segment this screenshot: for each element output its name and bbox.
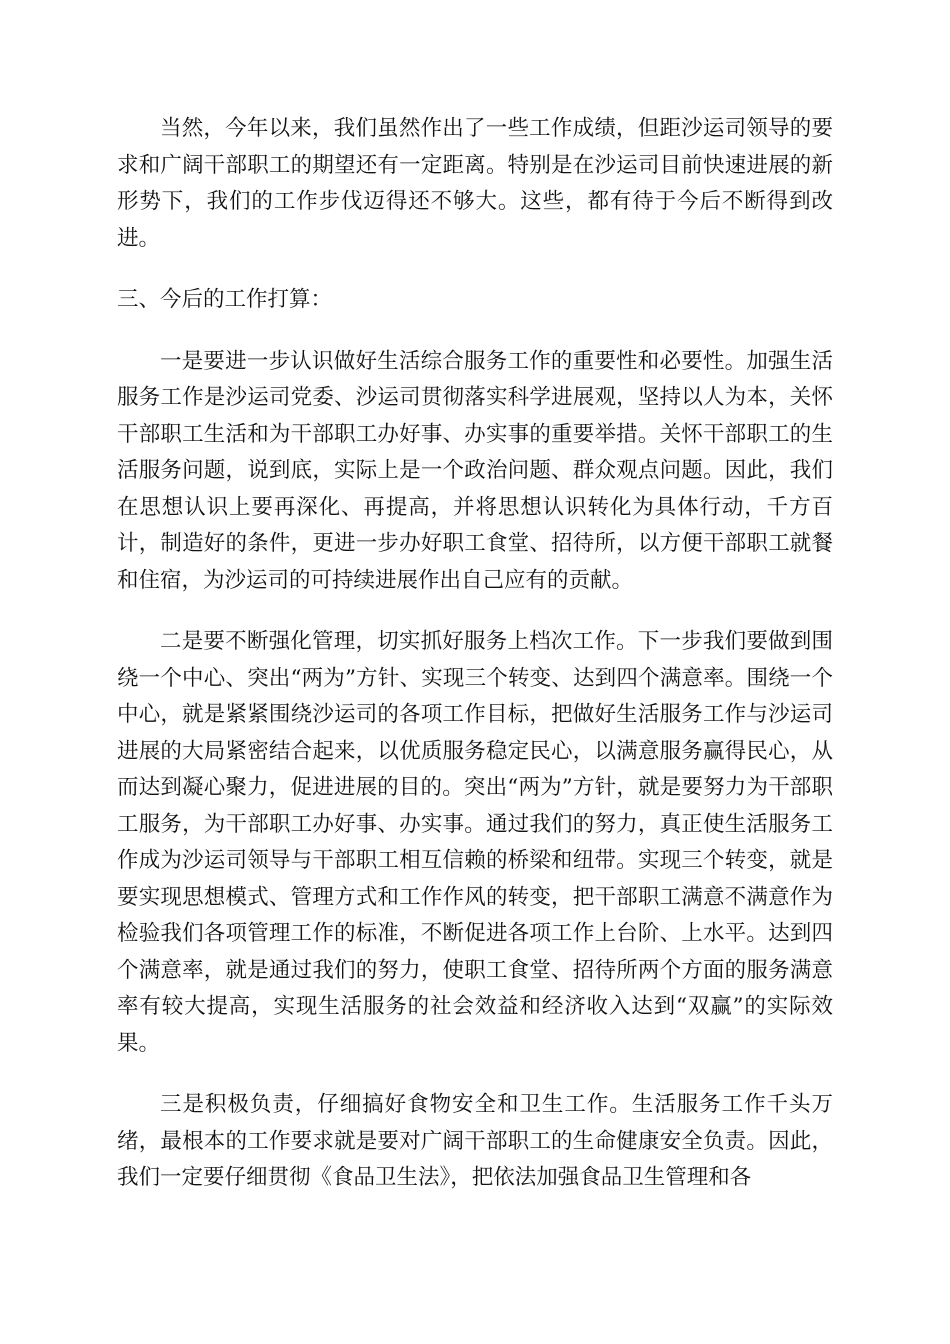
paragraph-shortcomings: 当然，今年以来，我们虽然作出了一些工作成绩，但距沙运司领导的要求和广阔干部职工的期望还有一定距离。特别是在沙运司目前快速进展的新形势下，我们的工作步伐迈得还不够大。这些，都有待于今后不断得到改进。 [117,116,833,251]
document-body [117,111,833,1222]
section-heading-future-plans: 三、今后的工作打算： [117,287,333,312]
paragraph-point-three: 三是积极负责，仔细搞好食物安全和卫生工作。生活服务工作千头万绪，最根本的工作要求就是要对广阔干部职工的生命健康安全负责。因此，我们一定要仔细贯彻《食品卫生法》，把依法加强食品卫生管理和各 [117,1092,833,1190]
paragraph-point-one: 一是要进一步认识做好生活综合服务工作的重要性和必要性。加强生活服务工作是沙运司党委、沙运司贯彻落实科学进展观，坚持以人为本，关怀干部职工生活和为干部职工办好事、办实事的重要举措。关怀干部职工的生活服务问题，说到底，实际上是一个政治问题、群众观点问题。因此，我们在思想认识上要再深化、再提高，并将思想认识转化为具体行动，千方百计，制造好的条件，更进一步办好职工食堂、招待所，以方便干部职工就餐和住宿，为沙运司的可持续进展作出自己应有的贡献。 [117,348,833,593]
paragraph-point-two: 二是要不断强化管理，切实抓好服务上档次工作。下一步我们要做到围绕一个中心、突出“两为”方针、实现三个转变、达到四个满意率。围绕一个中心，就是紧紧围绕沙运司的各项工作目标，把做好生活服务工作与沙运司进展的大局紧密结合起来，以优质服务稳定民心，以满意服务赢得民心，从而达到凝心聚力，促进进展的目的。突出“两为”方针，就是要努力为干部职工服务，为干部职工办好事、办实事。通过我们的努力，真正使生活服务工作成为沙运司领导与干部职工相互信赖的桥梁和纽带。实现三个转变，就是要实现思想模式、管理方式和工作作风的转变，把干部职工满意不满意作为检验我们各项管理工作的标准，不断促进各项工作上台阶、上水平。达到四个满意率，就是通过我们的努力，使职工食堂、招待所两个方面的服务满意率有较大提高，实现生活服务的社会效益和经济收入达到“双赢”的实际效果。 [117,629,833,1056]
